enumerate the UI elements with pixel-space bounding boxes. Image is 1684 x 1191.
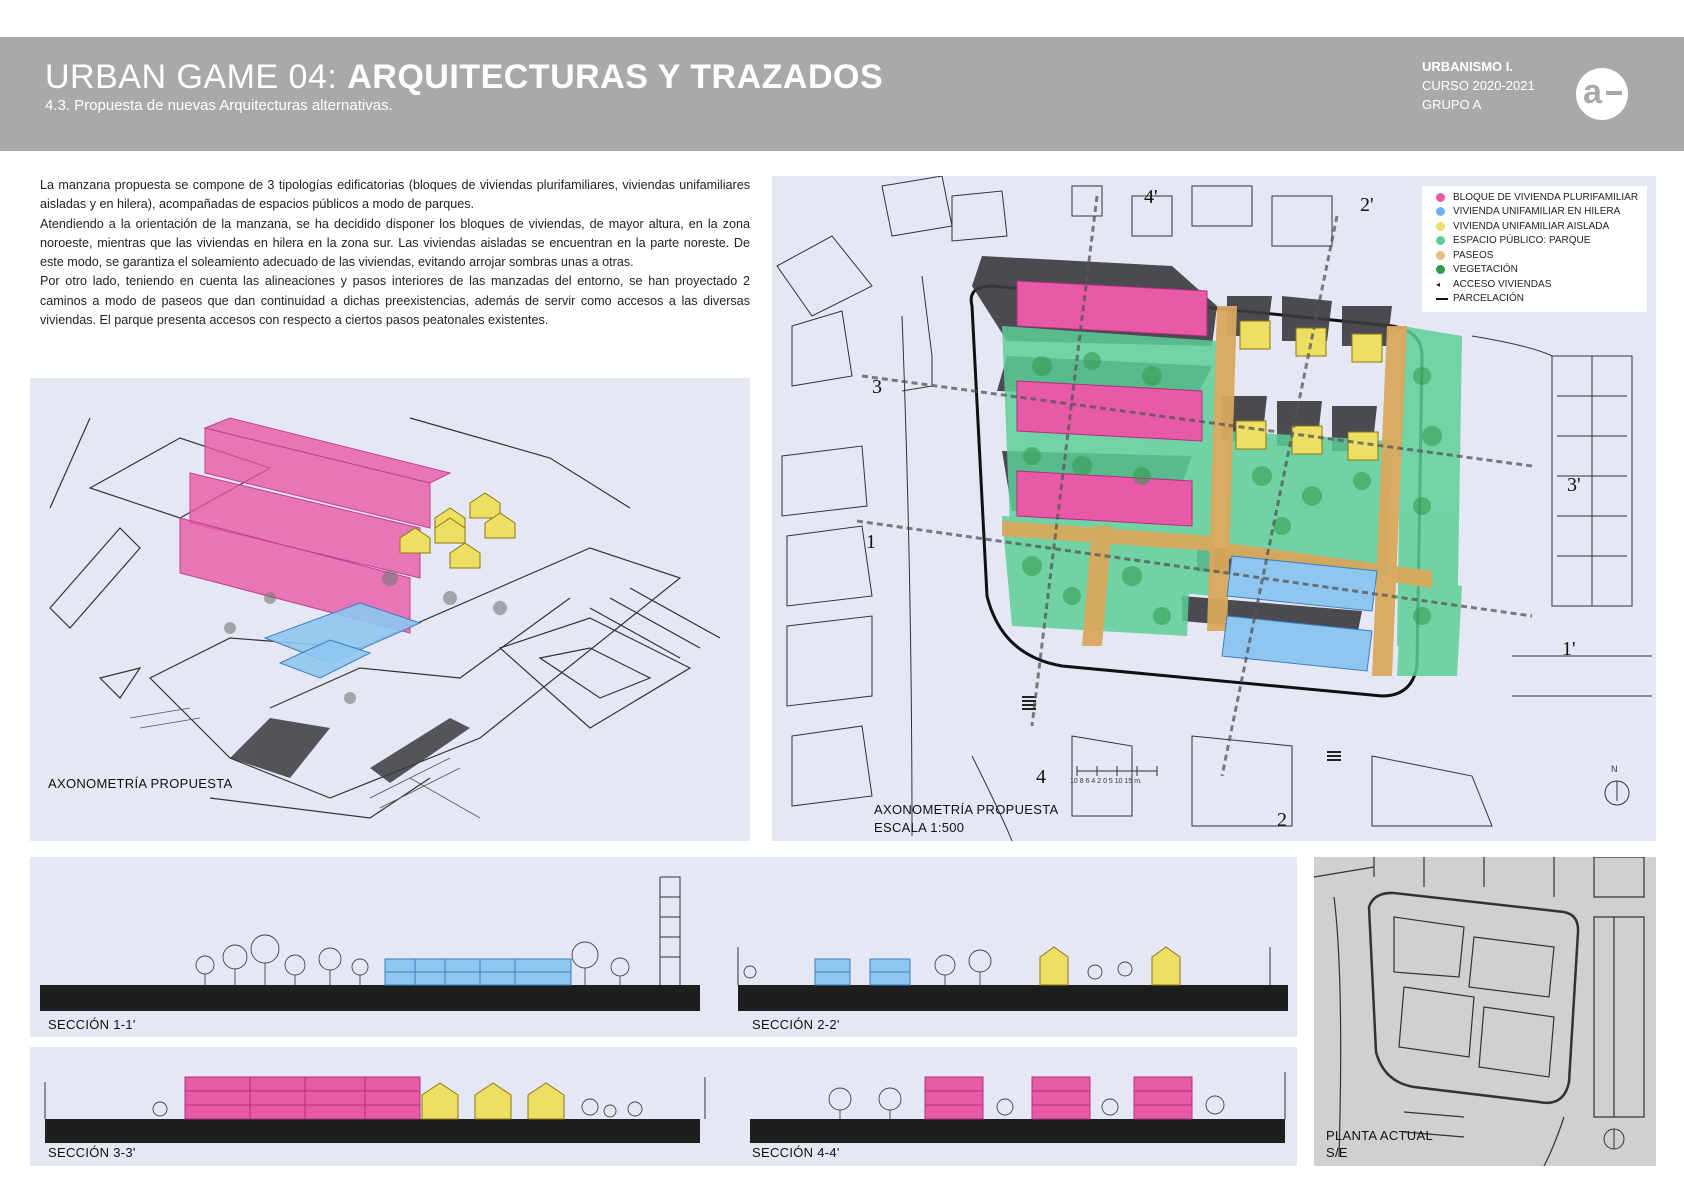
access-arrow-icon: ◂ [1436,279,1441,289]
legend-swatch-vegetation [1436,265,1445,274]
axo-sketch-panel [30,378,750,841]
dashed-line-icon [1436,298,1448,300]
section-mark-1-prime: 1' [1562,638,1576,660]
section-mark-3-prime: 3' [1567,474,1581,496]
course-group: GRUPO A [1422,97,1482,112]
legend-swatch-blue [1436,207,1445,216]
page-subtitle: 4.3. Propuesta de nuevas Arquitecturas alternativas. [45,97,393,114]
current-plan-panel [1314,857,1656,1166]
legend-item: VIVIENDA UNIFAMILIAR EN HILERA [1422,205,1647,220]
legend-item: VEGETACIÓN [1422,263,1647,278]
section-mark-4: 4 [1036,766,1046,788]
section-2-drawing [730,857,1297,1037]
section-mark-1: 1 [866,531,876,553]
north-arrow-icon: N [1611,764,1618,774]
description-paragraph-1: La manzana propuesta se compone de 3 tipologías edificatorias (bloques de viviendas plurifamiliares, viviendas unifamiliares aisladas y en hilera), acompañadas de espacios públicos a modo de parques. [40,178,750,212]
description-paragraph-2: Atendiendo a la orientación de la manzana, se ha decidido disponer los bloques de viviendas, de mayor altura, en la zona noroeste, mientras que las viviendas en hilera en la zona sur. Las viviendas aisladas se encuentran en la parte noreste. De este modo, se garantiza el soleamiento adecuado de las viviendas, evitando arrojar sombras unas a otras. [40,216,750,270]
header-bar [0,37,1684,151]
axo-sketch-label: AXONOMETRÍA PROPUESTA [48,776,233,791]
legend-swatch-green [1436,236,1445,245]
section-2-label: SECCIÓN 2-2' [752,1017,840,1032]
school-logo: a [1576,68,1628,120]
section-1-label: SECCIÓN 1-1' [48,1017,136,1032]
course-year: CURSO 2020-2021 [1422,78,1535,93]
section-1-drawing [30,857,730,1037]
course-name: URBANISMO I. [1422,59,1513,74]
section-mark-4-prime: 4' [1144,186,1158,208]
section-4-label: SECCIÓN 4-4' [752,1145,840,1160]
legend-swatch-pink [1436,193,1445,202]
legend-item: BLOQUE DE VIVIENDA PLURIFAMILIAR [1422,190,1647,205]
current-plan-label: PLANTA ACTUAL S/E [1326,1128,1433,1160]
description-paragraph-3: Por otro lado, teniendo en cuenta las alineaciones y pasos interiores de las manzadas del entorno, se han proyectado 2 caminos a modo de paseos que dan continuidad a dichas preexistencias, además de servir como accesos a las diversas viviendas. El parque presenta accesos con respecto a ciertos pasos peatonales existentes. [40,274,750,328]
axo-plan-label: AXONOMETRÍA PROPUESTA ESCALA 1:500 [874,802,1059,835]
section-3-label: SECCIÓN 3-3' [48,1145,136,1160]
section-mark-2-prime: 2' [1360,194,1374,216]
section-1-panel [30,857,730,1037]
legend-item: ESPACIO PÚBLICO: PARQUE [1422,234,1647,249]
axo-sketch-drawing [30,378,750,841]
page-title: URBAN GAME 04: ARQUITECTURAS Y TRAZADOS [45,58,884,96]
axo-plan-panel [772,176,1656,841]
course-info [1422,57,1535,114]
legend-item: PASEOS [1422,248,1647,263]
section-3-panel [30,1047,730,1166]
legend-swatch-path [1436,251,1445,260]
legend-item: VIVIENDA UNIFAMILIAR AISLADA [1422,219,1647,234]
legend-item: ◂ ACCESO VIVIENDAS [1436,278,1552,290]
section-mark-3: 3 [872,376,882,398]
section-mark-2: 2 [1277,809,1287,831]
description-text [40,176,750,330]
legend-swatch-yellow [1436,222,1445,231]
scale-bar-label: 10 8 6 4 2 0 5 10 15 m. [1070,778,1142,785]
current-plan-drawing [1314,857,1656,1166]
axo-plan-scale: ESCALA 1:500 [874,820,965,835]
section-2-panel [730,857,1297,1037]
legend-item: PARCELACIÓN [1422,292,1647,307]
section-4-panel [730,1047,1297,1166]
current-plan-scale: S/E [1326,1145,1348,1160]
legend [1422,186,1647,312]
